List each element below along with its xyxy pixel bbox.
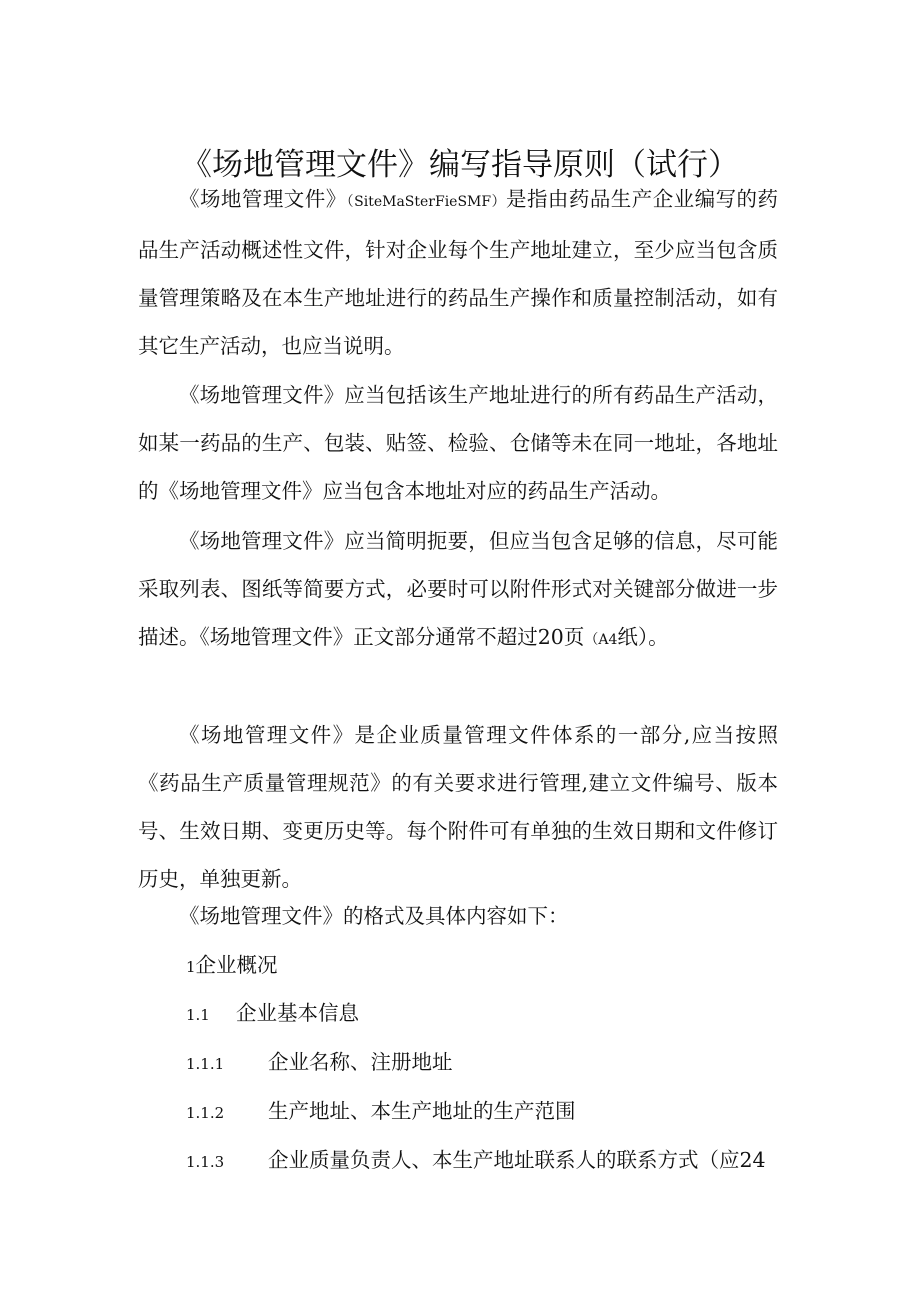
outline-text: 企业名称、注册地址 [268,1050,453,1074]
outline-number: 1 [186,958,196,976]
paragraph-intro-part-1: 《场地管理文件》 [179,187,347,211]
paragraph-length-part-3: 纸）。 [617,625,669,649]
paragraph-length-part-2: （A4 [584,632,618,648]
outline-number: 1.1.2 [186,1104,225,1122]
paragraph-intro [138,175,778,370]
paragraph-intro-part-3: 是指由药品生产企业编写的药品生产活动概述性文件，针对企业每个生产地址建立，至少应当包含质量管理策略及在本生产地址进行的药品生产操作和质量控制活动，如有其它生产活动，也应当说明。 [138,187,779,358]
outline-text: 企业概况 [195,953,278,977]
paragraph-length [138,517,778,664]
paragraph-scope: 《场地管理文件》应当包括该生产地址进行的所有药品生产活动，如某一药品的生产、包装、贴签、检验、仓储等未在同一地址，各地址的《场地管理文件》应当包含本地址对应的药品生产活动。 [138,383,778,503]
outline-item [186,1087,576,1137]
document-title: 《场地管理文件》编写指导原则（试行） [181,146,739,183]
paragraph-management: 《场地管理文件》是企业质量管理文件体系的一部分,应当按照《药品生产质量管理规范》的有关要求进行管理,建立文件编号、版本号、生效日期、变更历史等。每个附件可有单独的生效日期和文件修订历史，单独更新。 [138,723,778,891]
outline-text: 生产地址、本生产地址的生产范围 [268,1099,576,1123]
paragraph-intro-part-2: （SiteMaSterFieSMF） [346,194,507,210]
outline-item [186,1136,766,1186]
outline-item [186,1038,453,1088]
paragraph-format: 《场地管理文件》的格式及具体内容如下： [179,904,569,928]
outline-item [186,941,278,991]
outline-text: 企业质量负责人、本生产地址联系人的联系方式（应24 [268,1148,766,1172]
outline-text: 企业基本信息 [236,1001,359,1025]
outline-number: 1.1.1 [186,1055,225,1073]
paragraph-length-part-1: 《场地管理文件》应当简明扼要，但应当包含足够的信息，尽可能采取列表、图纸等简要方式，必要时可以附件形式对关键部分做进一步描述。《场地管理文件》正文部分通常不超过20页 [138,529,778,649]
outline-number: 1.1.3 [186,1153,225,1171]
outline-number: 1.1 [186,1006,210,1024]
outline-item [186,989,359,1039]
